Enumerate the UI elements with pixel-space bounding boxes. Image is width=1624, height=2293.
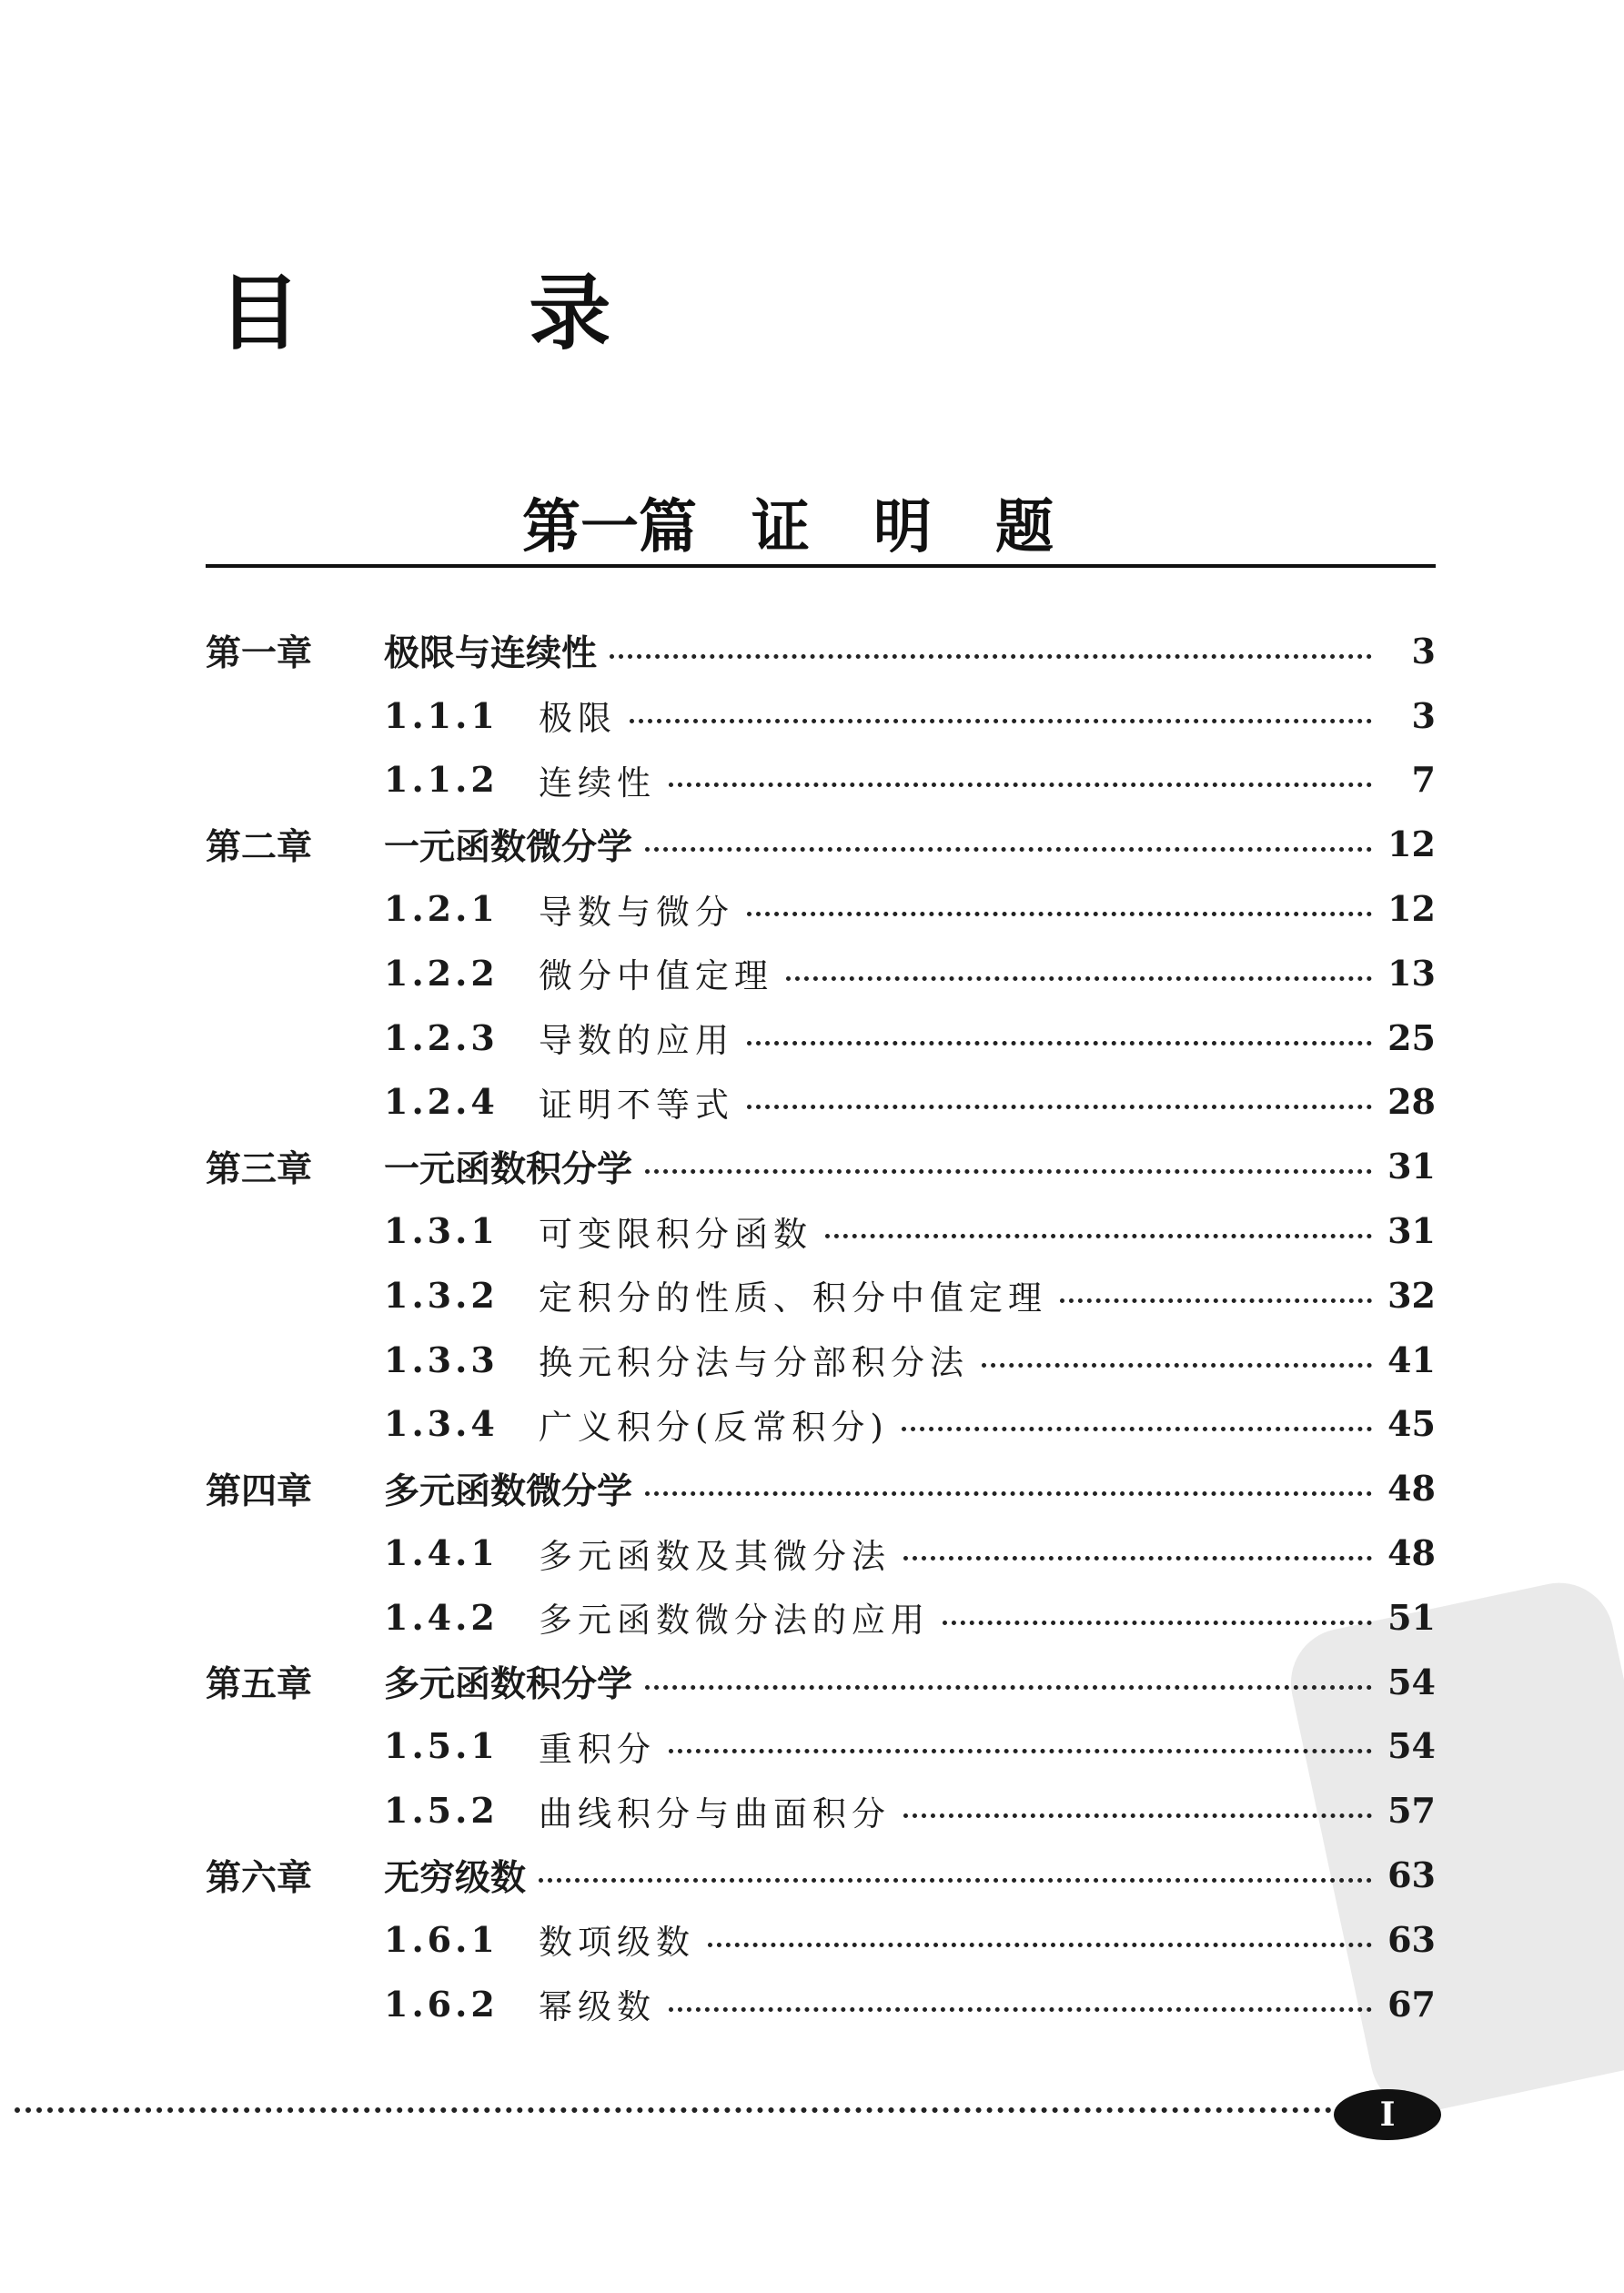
- toc-chapter-entry[interactable]: [206, 1650, 1436, 1714]
- toc-entry-page: 3: [1411, 694, 1436, 736]
- toc-dot-leader: [747, 1105, 1372, 1109]
- toc-entry-number: 第一章: [206, 633, 313, 675]
- part-label: 第一篇: [522, 494, 697, 561]
- toc-entry-page: 48: [1387, 1532, 1436, 1574]
- toc-entry-title: 无穷级数: [384, 1857, 527, 1899]
- table-of-contents: [206, 619, 1436, 2036]
- toc-section-entry[interactable]: [206, 748, 1436, 813]
- toc-entry-number: 1.1.2: [384, 759, 499, 801]
- toc-entry-title: 连续性: [539, 763, 656, 803]
- toc-section-entry[interactable]: [206, 1005, 1436, 1070]
- toc-entry-page: 48: [1387, 1468, 1436, 1510]
- toc-entry-number: 1.4.1: [384, 1532, 499, 1574]
- toc-entry-page: 31: [1387, 1146, 1436, 1187]
- toc-entry-title: 多元函数积分学: [384, 1664, 633, 1706]
- toc-section-entry[interactable]: [206, 1714, 1436, 1779]
- toc-entry-page: 54: [1387, 1661, 1436, 1702]
- toc-section-entry[interactable]: [206, 1972, 1436, 2036]
- toc-entry-number: 1.1.1: [384, 694, 499, 736]
- toc-entry-number: 1.2.3: [384, 1016, 499, 1058]
- toc-dot-leader: [645, 1685, 1372, 1690]
- toc-entry-page: 32: [1387, 1274, 1436, 1316]
- toc-entry-page: 45: [1387, 1403, 1436, 1445]
- toc-entry-page: 57: [1387, 1790, 1436, 1832]
- toc-entry-title: 微分中值定理: [539, 956, 773, 996]
- toc-entry-title: 多元函数微分法的应用: [539, 1601, 930, 1641]
- toc-entry-page: 51: [1387, 1596, 1436, 1638]
- toc-entry-title: 曲线积分与曲面积分: [539, 1793, 891, 1833]
- toc-entry-title: 极限: [539, 699, 617, 739]
- toc-dot-leader: [1060, 1298, 1372, 1303]
- toc-section-entry[interactable]: [206, 1070, 1436, 1135]
- toc-chapter-entry[interactable]: [206, 1134, 1436, 1198]
- toc-entry-page: 25: [1387, 1016, 1436, 1058]
- toc-dot-leader: [786, 976, 1372, 981]
- toc-section-entry[interactable]: [206, 1585, 1436, 1650]
- part-title-text: 证明题: [751, 494, 1117, 561]
- toc-dot-leader: [669, 1749, 1372, 1753]
- toc-entry-number: 1.2.2: [384, 952, 499, 994]
- toc-dot-leader: [747, 1041, 1372, 1045]
- toc-entry-number: 第五章: [206, 1664, 313, 1706]
- toc-dot-leader: [669, 783, 1372, 787]
- toc-entry-page: 12: [1387, 888, 1436, 930]
- toc-dot-leader: [943, 1621, 1372, 1625]
- toc-chapter-entry[interactable]: [206, 619, 1436, 683]
- toc-section-entry[interactable]: [206, 1520, 1436, 1585]
- toc-chapter-entry[interactable]: [206, 1843, 1436, 1907]
- toc-section-entry[interactable]: [206, 683, 1436, 748]
- toc-dot-leader: [539, 1878, 1372, 1883]
- toc-entry-page: 28: [1387, 1081, 1436, 1123]
- toc-section-entry[interactable]: [206, 1907, 1436, 1972]
- toc-entry-number: 1.3.1: [384, 1210, 499, 1252]
- toc-dot-leader: [708, 1943, 1372, 1947]
- toc-dot-leader: [747, 912, 1372, 916]
- toc-entry-title: 广义积分(反常积分): [539, 1407, 889, 1447]
- toc-dot-leader: [630, 719, 1372, 723]
- toc-entry-title: 多元函数及其微分法: [539, 1536, 891, 1576]
- toc-section-entry[interactable]: [206, 941, 1436, 1005]
- toc-entry-title: 换元积分法与分部积分法: [539, 1343, 969, 1383]
- toc-dot-leader: [645, 1491, 1372, 1496]
- toc-entry-page: 63: [1387, 1854, 1436, 1896]
- toc-section-entry[interactable]: [206, 1778, 1436, 1843]
- toc-dot-leader: [645, 847, 1372, 852]
- part-heading-rule: [206, 564, 1436, 568]
- toc-dot-leader: [902, 1427, 1372, 1431]
- toc-entry-number: 1.4.2: [384, 1596, 499, 1638]
- toc-chapter-entry[interactable]: [206, 1456, 1436, 1520]
- toc-section-entry[interactable]: [206, 1263, 1436, 1328]
- toc-entry-page: 3: [1411, 630, 1436, 672]
- toc-entry-title: 数项级数: [539, 1923, 695, 1963]
- toc-entry-number: 1.3.4: [384, 1403, 499, 1445]
- toc-entry-title: 定积分的性质、积分中值定理: [539, 1278, 1047, 1318]
- toc-entry-page: 63: [1387, 1918, 1436, 1960]
- toc-section-entry[interactable]: [206, 1328, 1436, 1392]
- toc-entry-number: 1.2.4: [384, 1081, 499, 1123]
- toc-entry-number: 第三章: [206, 1148, 313, 1190]
- toc-section-entry[interactable]: [206, 1198, 1436, 1263]
- toc-entry-title: 极限与连续性: [384, 633, 598, 675]
- toc-entry-number: 第二章: [206, 826, 313, 868]
- toc-entry-number: 1.3.2: [384, 1274, 499, 1316]
- toc-entry-page: 67: [1387, 1983, 1436, 2025]
- toc-dot-leader: [982, 1363, 1372, 1368]
- toc-entry-title: 可变限积分函数: [539, 1214, 812, 1254]
- toc-entry-title: 导数的应用: [539, 1021, 734, 1061]
- toc-entry-number: 第六章: [206, 1857, 313, 1899]
- page-title: 目 录: [218, 266, 711, 361]
- toc-chapter-entry[interactable]: [206, 812, 1436, 876]
- toc-dot-leader: [903, 1556, 1372, 1561]
- toc-entry-page: 7: [1411, 759, 1436, 801]
- toc-dot-leader: [610, 654, 1372, 659]
- toc-entry-number: 1.2.1: [384, 888, 499, 930]
- toc-dot-leader: [669, 2007, 1372, 2012]
- toc-entry-number: 1.6.2: [384, 1983, 499, 2025]
- toc-entry-number: 1.6.1: [384, 1918, 499, 1960]
- toc-entry-title: 多元函数微分学: [384, 1470, 633, 1512]
- toc-entry-number: 1.5.2: [384, 1790, 499, 1832]
- footer-dotted-rule: [15, 2107, 1332, 2113]
- page-number-badge: I: [1334, 2089, 1441, 2140]
- toc-entry-title: 导数与微分: [539, 892, 734, 932]
- toc-entry-page: 54: [1387, 1725, 1436, 1767]
- toc-section-entry[interactable]: [206, 1392, 1436, 1457]
- part-heading: [206, 494, 1434, 561]
- toc-entry-title: 证明不等式: [539, 1085, 734, 1125]
- toc-dot-leader: [645, 1169, 1372, 1174]
- toc-entry-title: 一元函数微分学: [384, 826, 633, 868]
- toc-entry-number: 第四章: [206, 1470, 313, 1512]
- toc-dot-leader: [825, 1234, 1372, 1238]
- toc-entry-page: 41: [1387, 1338, 1436, 1380]
- toc-entry-title: 重积分: [539, 1729, 656, 1769]
- toc-section-entry[interactable]: [206, 876, 1436, 941]
- toc-entry-title: 一元函数积分学: [384, 1148, 633, 1190]
- toc-entry-page: 12: [1387, 823, 1436, 865]
- toc-entry-number: 1.5.1: [384, 1725, 499, 1767]
- toc-dot-leader: [903, 1813, 1372, 1818]
- toc-entry-title: 幂级数: [539, 1987, 656, 2027]
- toc-entry-number: 1.3.3: [384, 1338, 499, 1380]
- toc-entry-page: 31: [1387, 1210, 1436, 1252]
- toc-entry-page: 13: [1387, 952, 1436, 994]
